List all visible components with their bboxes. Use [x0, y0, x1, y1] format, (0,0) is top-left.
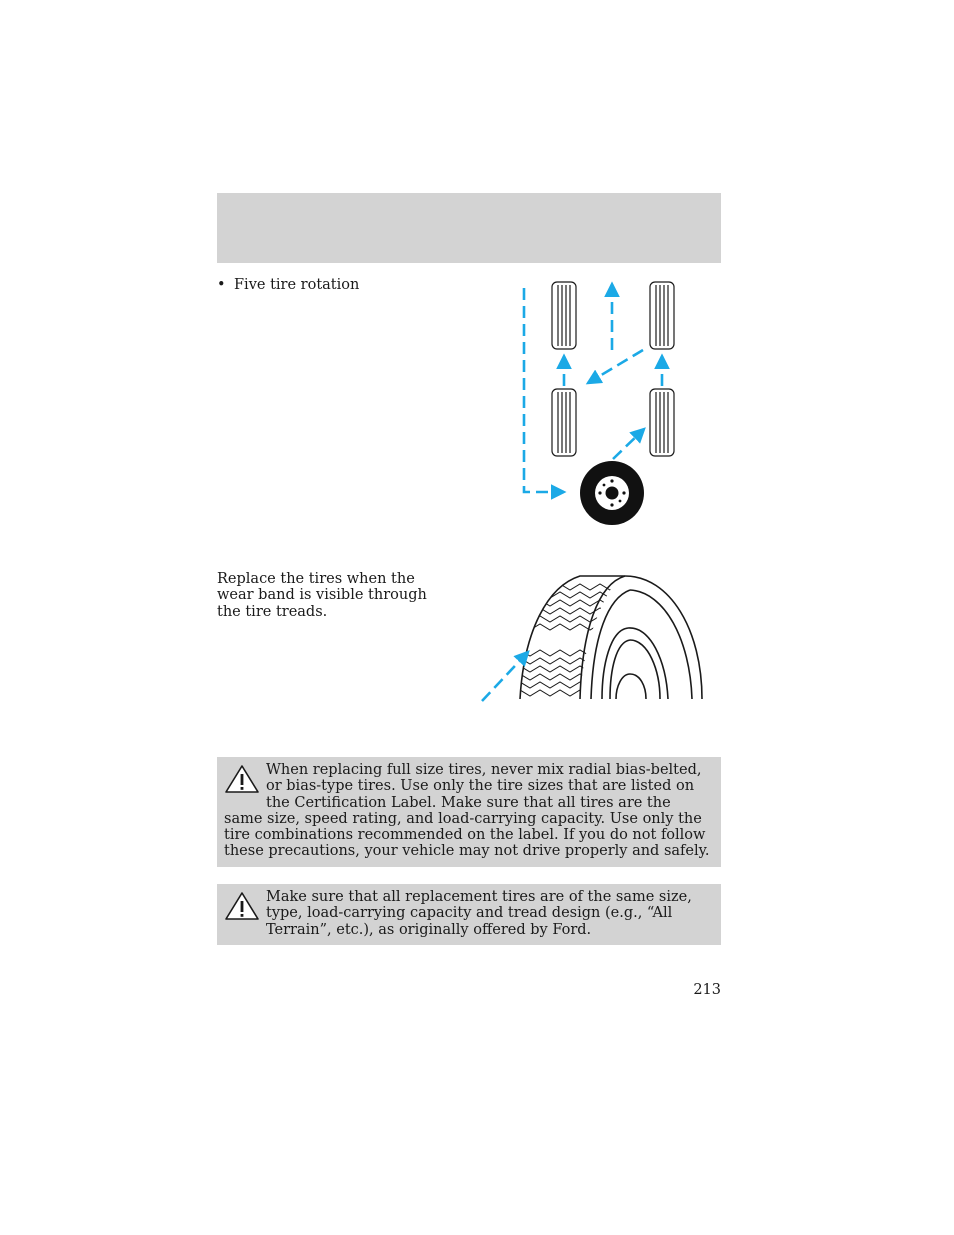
warning-box-tire-mixing: [217, 757, 721, 867]
section-header-band: [217, 193, 721, 263]
warning-triangle-icon: [224, 890, 260, 922]
tire-rear-left: [552, 389, 576, 456]
arrow-front-right-to-rear-left: [588, 350, 643, 383]
page-number: 213: [693, 982, 721, 998]
tread-wear-band-diagram: [470, 570, 715, 710]
rotation-arrows: [524, 284, 662, 492]
rotation-label: Five tire rotation: [234, 277, 360, 293]
tire-rear-right: [650, 389, 674, 456]
wear-band: [521, 636, 620, 648]
spare-tire: [580, 461, 644, 525]
tire-front-right: [650, 282, 674, 349]
bullet-dot: •: [217, 277, 226, 293]
tire-front-left: [552, 282, 576, 349]
arrow-spare-to-rear-right: [613, 429, 644, 459]
warning-box-replacement-tires: [217, 884, 721, 945]
warning-text-tire-mixing: When replacing full size tires, never mix radial bias-belted, or bias-type tires. Use only the tire sizes that are listed on the Certification Label. Make sure that all tires are the same size, speed rating, and load-carrying capacity. Use only the tire combinations recommended on the label. If you do not follow these precautions, your vehicle may not drive properly and safely.: [224, 762, 710, 860]
five-tire-rotation-diagram: [500, 270, 680, 540]
warning-text-replacement-tires: Make sure that all replacement tires are of the same size, type, load-carrying capacity and tread design (e.g., “All Terrain”, etc.), as originally offered by Ford.: [266, 889, 692, 938]
wear-band-instruction: Replace the tires when the wear band is visible through the tire treads.: [217, 571, 427, 620]
rotation-bullet: [217, 276, 477, 294]
warning-triangle-icon: [224, 763, 260, 795]
